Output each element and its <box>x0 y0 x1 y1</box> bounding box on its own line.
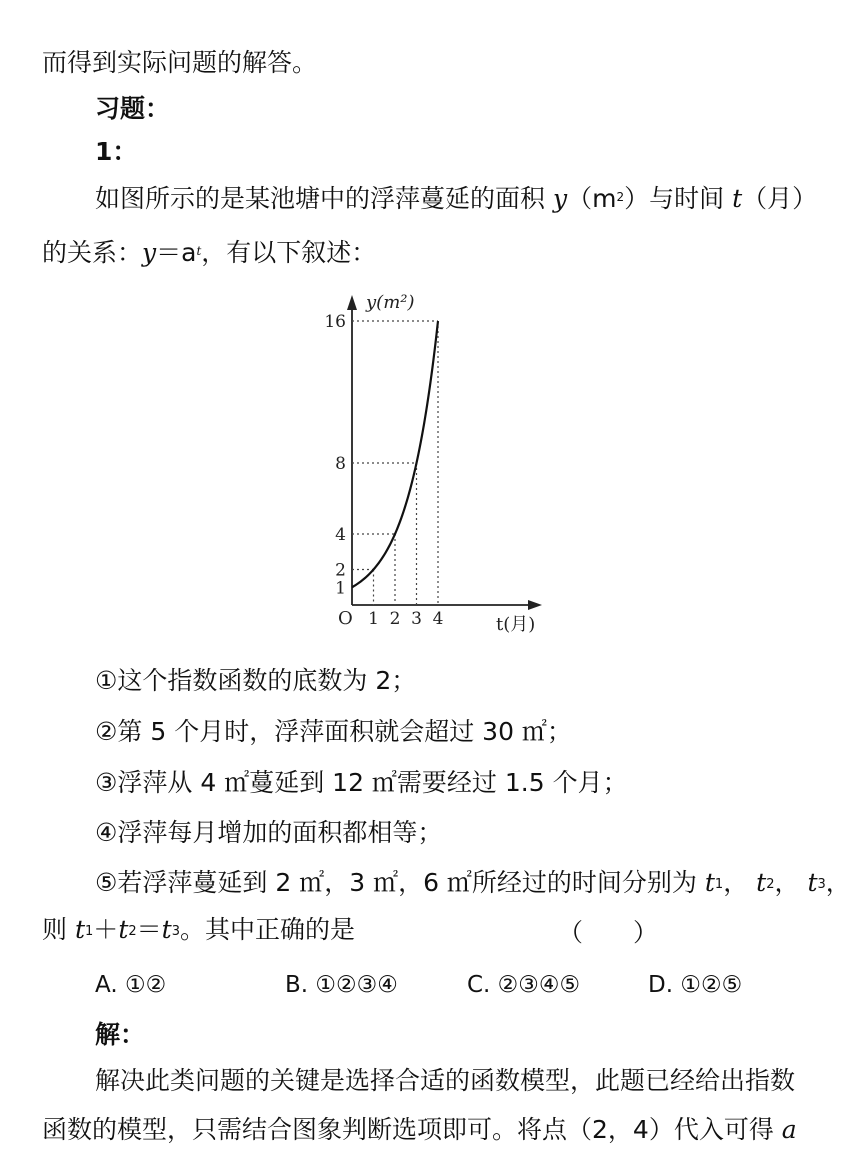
solution-line-1: 解决此类问题的关键是选择合适的函数模型，此题已经给出指数 <box>95 1066 796 1095</box>
solution-line-2-text: 函数的模型，只需结合图象判断选项即可。将点（2，4）代入可得 <box>42 1115 774 1144</box>
guide-lines <box>352 321 438 605</box>
problem-line-2 <box>42 236 860 270</box>
t2-sub: 2 <box>766 877 775 892</box>
exponential-graph <box>320 290 560 640</box>
problem-text: 如图所示的是某池塘中的浮萍蔓延的面积 <box>95 184 546 213</box>
problem-text-end-2: ，有以下叙述： <box>201 238 377 267</box>
x-axis-label: t(月) <box>496 614 536 635</box>
y-axis-arrow <box>347 295 357 310</box>
relation-label: 的关系： <box>42 238 143 267</box>
solution-var-a: a <box>781 1115 797 1144</box>
intro-line: 而得到实际问题的解答。 <box>42 48 318 77</box>
x-tick-label: 1 <box>368 609 379 629</box>
x-axis-arrow <box>528 600 542 610</box>
y-tick-label: 1 <box>335 578 346 599</box>
exercise-heading: 习题： <box>95 94 171 123</box>
solution-heading: 解： <box>95 1020 146 1049</box>
statement-2-end: ； <box>546 717 572 746</box>
statement-6-end: 。其中正确的是 <box>179 915 355 944</box>
x-tick-label: 2 <box>389 609 401 629</box>
answer-blank: （ ） <box>558 918 659 947</box>
y-axis-label: y(m²) <box>366 292 415 313</box>
formula-eq: ＝a <box>156 238 197 267</box>
problem-line-1 <box>95 182 860 216</box>
x-tick-labels <box>368 609 443 629</box>
statement-2-text: ②第 5 个月时，浮萍面积就会超过 30 ㎡ <box>95 717 547 746</box>
y-tick-labels <box>324 312 346 598</box>
option-d: D. ①②⑤ <box>648 972 743 998</box>
answer-options <box>0 972 860 1006</box>
x-tick-label: 4 <box>432 609 444 629</box>
t1-var: t <box>704 868 715 897</box>
statement-5-text: ⑤若浮萍蔓延到 2 ㎡，3 ㎡，6 ㎡所经过的时间分别为 <box>95 868 697 897</box>
statement-1: ①这个指数函数的底数为 2； <box>95 666 417 695</box>
problem-number: 1： <box>95 137 138 166</box>
solution-line-2 <box>42 1113 860 1147</box>
unit-text: （m <box>567 184 617 213</box>
statement-6: 则 t1＋t2＝t3。其中正确的是 <box>42 915 355 944</box>
y-tick-label: 4 <box>335 525 346 545</box>
x-tick-label: 3 <box>411 609 422 629</box>
t3-var: t <box>807 868 818 897</box>
y-tick-label: 16 <box>324 312 346 332</box>
origin-label: O <box>338 608 353 629</box>
option-c: C. ②③④⑤ <box>467 972 581 998</box>
unit-close: ）与时间 <box>624 184 725 213</box>
statement-5: ⑤若浮萍蔓延到 2 ㎡，3 ㎡，6 ㎡所经过的时间分别为 t1， t2， t3， <box>95 868 851 897</box>
option-b: B. ①②③④ <box>285 972 398 998</box>
t1-eq-sub: 1 <box>85 924 94 939</box>
statement-3: ③浮萍从 4 ㎡蔓延到 12 ㎡需要经过 1.5 个月； <box>95 768 628 797</box>
formula-y: y <box>142 238 157 267</box>
variable-t: t <box>732 184 743 213</box>
t3-eq-var: t <box>161 915 172 944</box>
variable-y: y <box>552 184 568 213</box>
t2-var: t <box>756 868 767 897</box>
statement-4: ④浮萍每月增加的面积都相等； <box>95 818 443 847</box>
t3-eq-sub: 3 <box>171 924 180 939</box>
unit-superscript: 2 <box>616 190 625 204</box>
y-tick-label: 2 <box>335 560 346 581</box>
problem-text-end: （月） <box>742 184 818 213</box>
t2-eq-sub: 2 <box>128 924 137 939</box>
option-a: A. ①② <box>95 972 167 998</box>
t2-eq-var: t <box>118 915 129 944</box>
t3-sub: 3 <box>817 877 826 892</box>
y-tick-label: 8 <box>335 454 346 474</box>
t1-eq-var: t <box>74 915 86 944</box>
statement-2 <box>95 715 860 749</box>
growth-curve <box>352 321 438 587</box>
statement-6-start: 则 <box>42 915 68 944</box>
t1-sub: 1 <box>714 877 724 892</box>
formula-exponent: t <box>196 244 202 258</box>
